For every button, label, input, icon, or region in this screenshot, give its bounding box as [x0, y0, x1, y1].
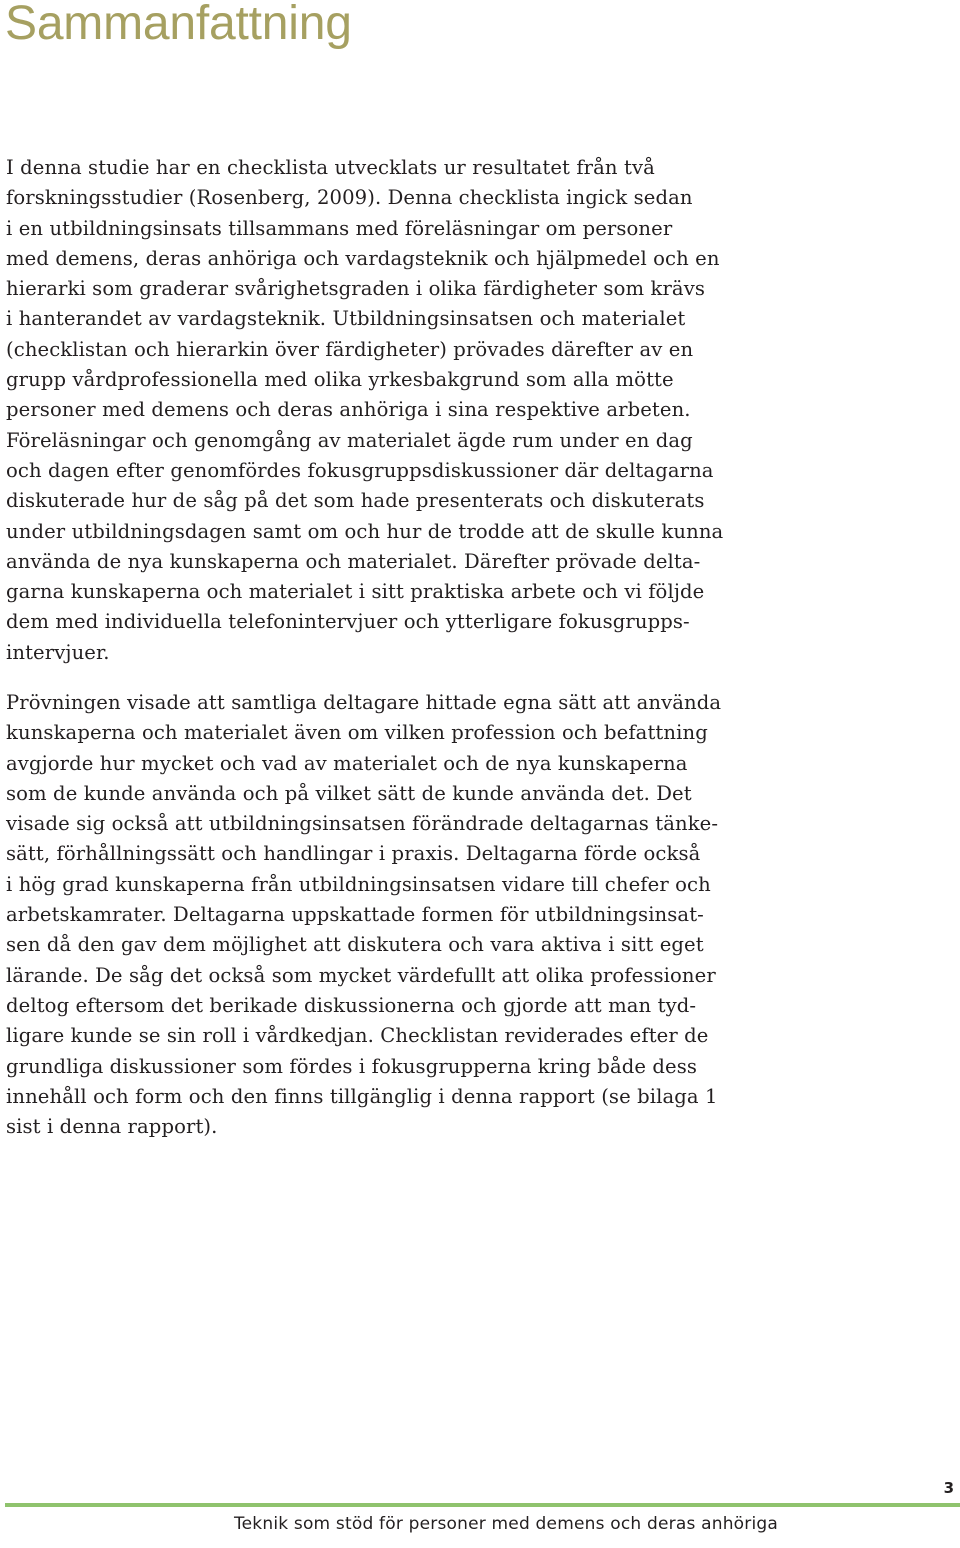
text-line: arbetskamrater. Deltagarna uppskattade formen för utbildningsinsat- [6, 903, 704, 927]
text-line: I denna studie har en checklista utvecklats ur resultatet från två [6, 156, 655, 179]
text-line: använda de nya kunskaperna och materialet. Därefter prövade delta- [6, 549, 701, 573]
text-line: hierarki som graderar svårighetsgraden i olika färdigheter som krävs [6, 277, 706, 301]
text-line: deltog eftersom det berikade diskussionerna och gjorde att man tyd- [6, 993, 697, 1017]
text-line: personer med demens och deras anhöriga i sina respektive arbeten. [6, 398, 691, 422]
text-line: grupp vårdprofessionella med olika yrkesbakgrund som alla mötte [6, 368, 674, 392]
text-line: ligare kunde se sin roll i vårdkedjan. Checklistan reviderades efter de [6, 1024, 709, 1048]
summary-paragraph-1 [6, 153, 776, 668]
summary-paragraph-2 [6, 688, 776, 1142]
text-line: och dagen efter genomfördes fokusgruppsdiskussioner där deltagarna [6, 458, 714, 482]
text-line: visade sig också att utbildningsinsatsen förändrade deltagarnas tänke- [6, 812, 719, 836]
text-line: diskuterade hur de såg på det som hade presenterats och diskuterats [6, 489, 705, 513]
text-line: garna kunskaperna och materialet i sitt praktiska arbete och vi följde [6, 580, 705, 604]
text-line: kunskaperna och materialet även om vilken profession och befattning [6, 721, 708, 745]
footer-divider [5, 1503, 960, 1507]
text-line: grundliga diskussioner som fördes i fokusgrupperna kring både dess [6, 1054, 698, 1078]
text-line: intervjuer. [6, 640, 110, 664]
text-line: sätt, förhållningssätt och handlingar i praxis. Deltagarna förde också [6, 842, 701, 866]
page-number: 3 [943, 1479, 954, 1497]
text-line: Föreläsningar och genomgång av materialet ägde rum under en dag [6, 428, 693, 452]
text-line: innehåll och form och den finns tillgänglig i denna rapport (se bilaga 1 [6, 1084, 718, 1108]
text-line: avgjorde hur mycket och vad av materialet och de nya kunskaperna [6, 751, 688, 775]
text-line: i hög grad kunskaperna från utbildningsinsatsen vidare till chefer och [6, 872, 711, 896]
text-line: i en utbildningsinsats tillsammans med föreläsningar om personer [6, 216, 673, 240]
text-line: sist i denna rapport). [6, 1115, 218, 1139]
text-line: dem med individuella telefonintervjuer och ytterligare fokusgrupps- [6, 610, 690, 634]
text-line: forskningsstudier (Rosenberg, 2009). Denna checklista ingick sedan [6, 186, 693, 210]
text-line: (checklistan och hierarkin över färdigheter) prövades därefter av en [6, 337, 694, 361]
text-line: under utbildningsdagen samt om och hur de trodde att de skulle kunna [6, 519, 724, 543]
running-footer: Teknik som stöd för personer med demens och deras anhöriga [233, 1514, 778, 1534]
paragraph-text [6, 688, 776, 1142]
text-line: som de kunde använda och på vilket sätt de kunde använda det. Det [6, 781, 692, 805]
page-title: Sammanfattning [5, 0, 352, 50]
text-line: i hanterandet av vardagsteknik. Utbildningsinsatsen och materialet [6, 307, 686, 331]
text-line: med demens, deras anhöriga och vardagsteknik och hjälpmedel och en [6, 246, 720, 270]
paragraph-text [6, 153, 776, 668]
text-line: Prövningen visade att samtliga deltagare hittade egna sätt att använda [6, 691, 722, 714]
text-line: sen då den gav dem möjlighet att diskutera och vara aktiva i sitt eget [6, 933, 704, 957]
text-line: lärande. De såg det också som mycket värdefullt att olika professioner [6, 963, 716, 987]
